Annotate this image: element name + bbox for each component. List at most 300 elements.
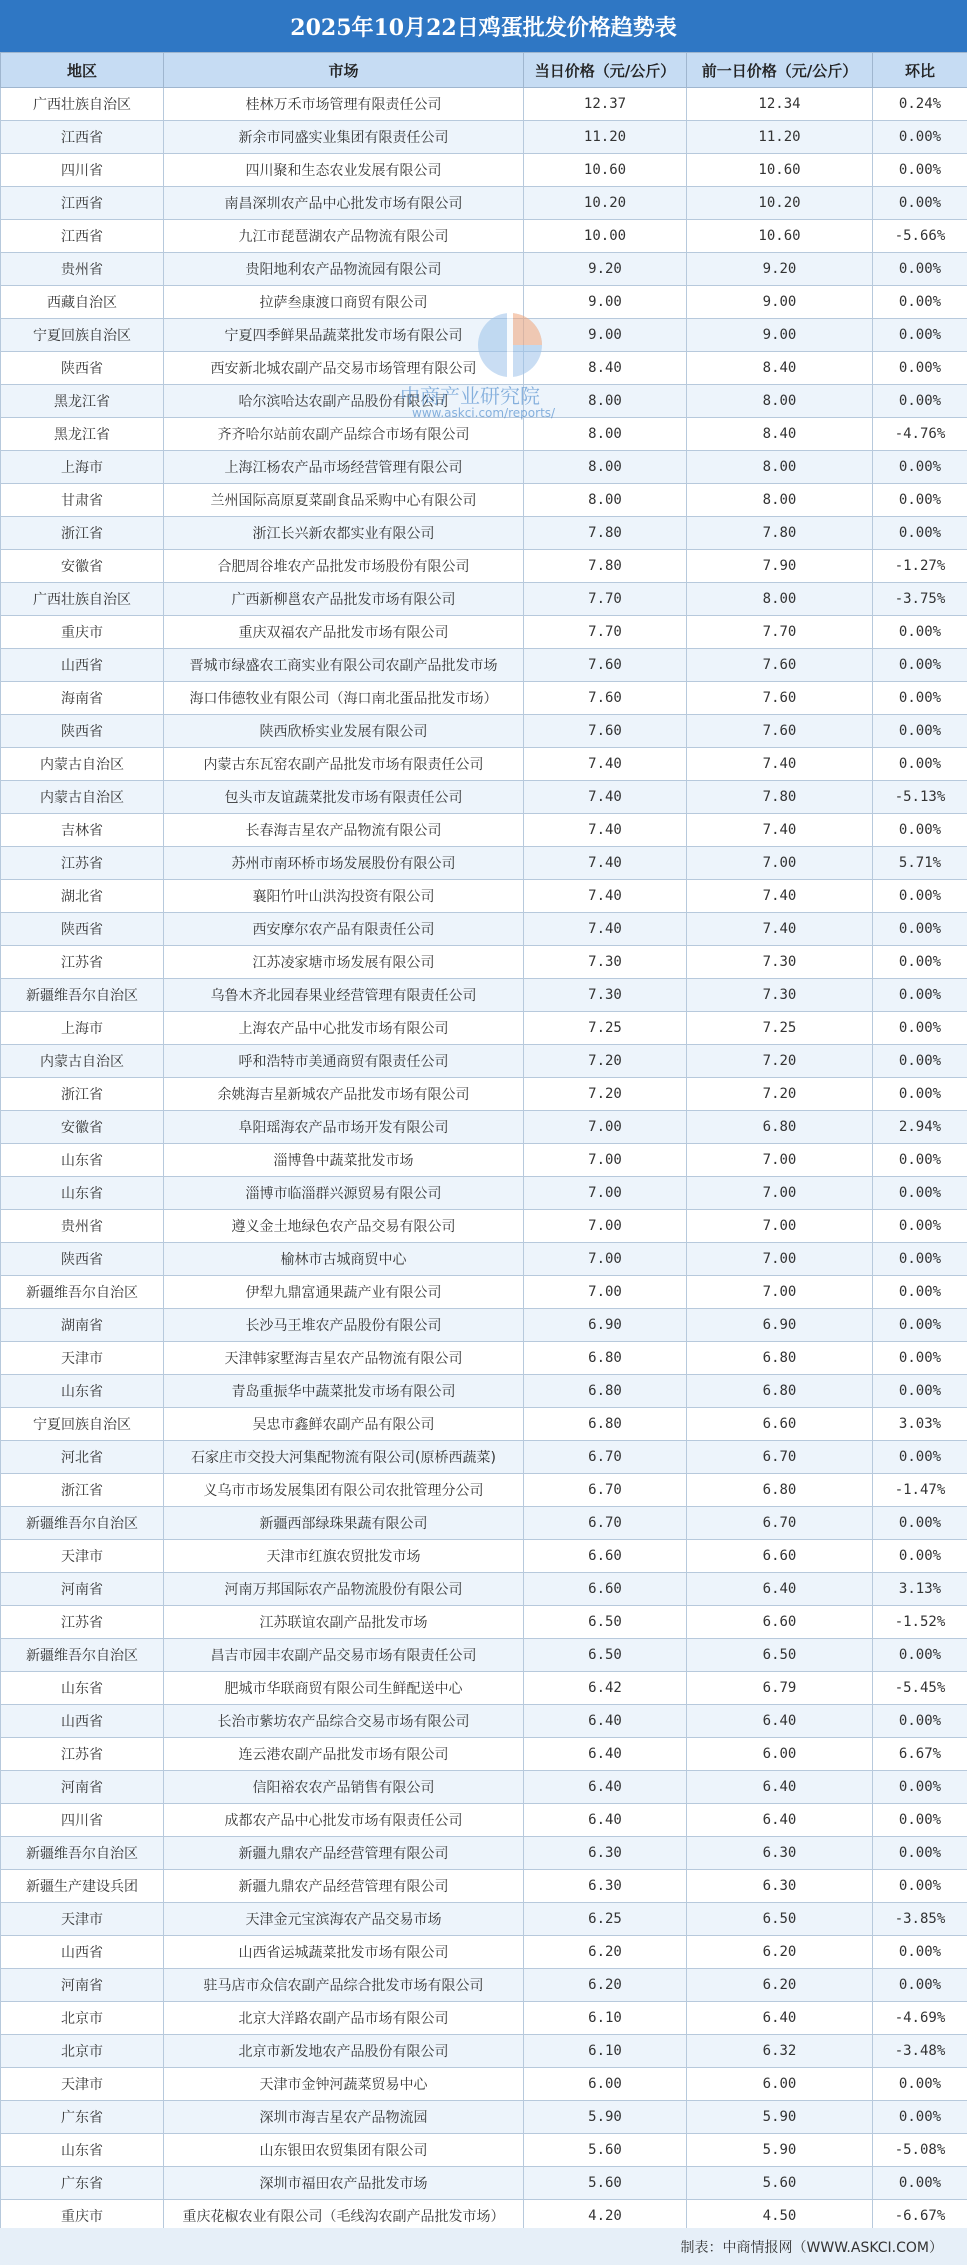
watermark-url: www.askci.com/reports/ — [412, 406, 556, 420]
cell-today-price: 6.40 — [524, 1705, 687, 1738]
cell-today-price: 7.00 — [524, 1177, 687, 1210]
cell-prev-price: 6.50 — [687, 1639, 873, 1672]
cell-today-price: 5.60 — [524, 2167, 687, 2200]
cell-change: 0.00% — [873, 2167, 967, 2200]
cell-today-price: 12.37 — [524, 88, 687, 121]
cell-prev-price: 7.80 — [687, 781, 873, 814]
cell-region: 黑龙江省 — [1, 418, 164, 451]
cell-prev-price: 7.00 — [687, 1144, 873, 1177]
watermark-name: 中商产业研究院 — [400, 384, 540, 408]
cell-market: 呼和浩特市美通商贸有限责任公司 — [164, 1045, 524, 1078]
table-row — [1, 1639, 967, 1672]
cell-today-price: 6.20 — [524, 1969, 687, 2002]
cell-today-price: 8.00 — [524, 451, 687, 484]
cell-today-price: 7.00 — [524, 1243, 687, 1276]
cell-prev-price: 7.90 — [687, 550, 873, 583]
table-row — [1, 1837, 967, 1870]
cell-today-price: 7.70 — [524, 583, 687, 616]
cell-change: 0.00% — [873, 1045, 967, 1078]
cell-prev-price: 12.34 — [687, 88, 873, 121]
cell-prev-price: 6.00 — [687, 1738, 873, 1771]
cell-region: 陕西省 — [1, 352, 164, 385]
cell-today-price: 9.00 — [524, 286, 687, 319]
cell-change: 2.94% — [873, 1111, 967, 1144]
cell-change: 0.24% — [873, 88, 967, 121]
cell-market: 余姚海吉星新城农产品批发市场有限公司 — [164, 1078, 524, 1111]
cell-prev-price: 8.00 — [687, 484, 873, 517]
table-row — [1, 253, 967, 286]
cell-change: 0.00% — [873, 352, 967, 385]
cell-change: 0.00% — [873, 517, 967, 550]
cell-today-price: 7.40 — [524, 847, 687, 880]
cell-today-price: 7.00 — [524, 1144, 687, 1177]
cell-today-price: 7.40 — [524, 913, 687, 946]
cell-market: 西安摩尔农产品有限责任公司 — [164, 913, 524, 946]
cell-market: 山西省运城蔬菜批发市场有限公司 — [164, 1936, 524, 1969]
cell-change: -5.08% — [873, 2134, 967, 2167]
cell-change: 0.00% — [873, 2101, 967, 2134]
cell-market: 肥城市华联商贸有限公司生鲜配送中心 — [164, 1672, 524, 1705]
cell-region: 天津市 — [1, 2068, 164, 2101]
cell-market: 阜阳瑶海农产品市场开发有限公司 — [164, 1111, 524, 1144]
table-row — [1, 1870, 967, 1903]
cell-change: -3.75% — [873, 583, 967, 616]
table-row — [1, 1012, 967, 1045]
cell-region: 西藏自治区 — [1, 286, 164, 319]
cell-today-price: 7.60 — [524, 649, 687, 682]
cell-region: 贵州省 — [1, 253, 164, 286]
table-row — [1, 1243, 967, 1276]
cell-today-price: 7.40 — [524, 814, 687, 847]
cell-prev-price: 7.60 — [687, 715, 873, 748]
cell-region: 山西省 — [1, 1936, 164, 1969]
table-row — [1, 1804, 967, 1837]
cell-region: 山东省 — [1, 1144, 164, 1177]
cell-today-price: 10.20 — [524, 187, 687, 220]
cell-region: 湖北省 — [1, 880, 164, 913]
table-row — [1, 913, 967, 946]
cell-prev-price: 6.50 — [687, 1903, 873, 1936]
cell-prev-price: 6.40 — [687, 1573, 873, 1606]
cell-prev-price: 6.40 — [687, 2002, 873, 2035]
table-row — [1, 2167, 967, 2200]
cell-market: 天津市金钟河蔬菜贸易中心 — [164, 2068, 524, 2101]
cell-market: 北京市新发地农产品股份有限公司 — [164, 2035, 524, 2068]
cell-change: -1.47% — [873, 1474, 967, 1507]
table-row — [1, 748, 967, 781]
cell-today-price: 6.60 — [524, 1540, 687, 1573]
cell-market: 吴忠市鑫鲜农副产品有限公司 — [164, 1408, 524, 1441]
table-row — [1, 1903, 967, 1936]
cell-region: 内蒙古自治区 — [1, 781, 164, 814]
cell-region: 内蒙古自治区 — [1, 1045, 164, 1078]
cell-market: 桂林万禾市场管理有限责任公司 — [164, 88, 524, 121]
cell-prev-price: 11.20 — [687, 121, 873, 154]
table-row — [1, 781, 967, 814]
cell-prev-price: 6.70 — [687, 1507, 873, 1540]
cell-today-price: 9.20 — [524, 253, 687, 286]
cell-region: 北京市 — [1, 2035, 164, 2068]
table-row — [1, 979, 967, 1012]
cell-region: 河南省 — [1, 1771, 164, 1804]
cell-today-price: 6.70 — [524, 1474, 687, 1507]
cell-change: 0.00% — [873, 319, 967, 352]
cell-market: 成都农产品中心批发市场有限责任公司 — [164, 1804, 524, 1837]
cell-market: 昌吉市园丰农副产品交易市场有限责任公司 — [164, 1639, 524, 1672]
cell-region: 天津市 — [1, 1540, 164, 1573]
cell-region: 山西省 — [1, 649, 164, 682]
cell-prev-price: 6.70 — [687, 1441, 873, 1474]
table-row — [1, 1474, 967, 1507]
cell-prev-price: 7.00 — [687, 847, 873, 880]
cell-market: 浙江长兴新农都实业有限公司 — [164, 517, 524, 550]
cell-change: 0.00% — [873, 1243, 967, 1276]
cell-market: 重庆花椒农业有限公司（毛线沟农副产品批发市场） — [164, 2200, 524, 2233]
cell-prev-price: 8.00 — [687, 451, 873, 484]
cell-today-price: 6.30 — [524, 1870, 687, 1903]
cell-region: 贵州省 — [1, 1210, 164, 1243]
header-market: 市场 — [164, 53, 524, 88]
table-row — [1, 517, 967, 550]
cell-market: 乌鲁木齐北园春果业经营管理有限责任公司 — [164, 979, 524, 1012]
cell-today-price: 7.70 — [524, 616, 687, 649]
cell-change: 3.13% — [873, 1573, 967, 1606]
cell-region: 内蒙古自治区 — [1, 748, 164, 781]
cell-region: 宁夏回族自治区 — [1, 1408, 164, 1441]
table-row — [1, 1771, 967, 1804]
cell-region: 甘肃省 — [1, 484, 164, 517]
cell-market: 天津韩家墅海吉星农产品物流有限公司 — [164, 1342, 524, 1375]
cell-today-price: 7.40 — [524, 781, 687, 814]
cell-market: 深圳市福田农产品批发市场 — [164, 2167, 524, 2200]
cell-prev-price: 6.60 — [687, 1606, 873, 1639]
cell-region: 江西省 — [1, 187, 164, 220]
cell-region: 天津市 — [1, 1903, 164, 1936]
cell-region: 四川省 — [1, 1804, 164, 1837]
cell-market: 河南万邦国际农产品物流股份有限公司 — [164, 1573, 524, 1606]
cell-prev-price: 6.40 — [687, 1705, 873, 1738]
cell-prev-price: 6.60 — [687, 1408, 873, 1441]
cell-today-price: 6.42 — [524, 1672, 687, 1705]
table-row — [1, 1573, 967, 1606]
cell-change: 0.00% — [873, 1078, 967, 1111]
cell-market: 广西新柳邕农产品批发市场有限公司 — [164, 583, 524, 616]
cell-change: 6.67% — [873, 1738, 967, 1771]
cell-change: 0.00% — [873, 1012, 967, 1045]
table-row — [1, 1078, 967, 1111]
cell-today-price: 6.50 — [524, 1639, 687, 1672]
cell-region: 安徽省 — [1, 550, 164, 583]
cell-region: 海南省 — [1, 682, 164, 715]
table-row — [1, 847, 967, 880]
cell-today-price: 5.60 — [524, 2134, 687, 2167]
cell-market: 拉萨叁康渡口商贸有限公司 — [164, 286, 524, 319]
cell-change: 0.00% — [873, 1144, 967, 1177]
cell-market: 晋城市绿盛农工商实业有限公司农副产品批发市场 — [164, 649, 524, 682]
cell-prev-price: 8.00 — [687, 583, 873, 616]
cell-today-price: 6.80 — [524, 1408, 687, 1441]
cell-market: 新疆九鼎农产品经营管理有限公司 — [164, 1837, 524, 1870]
cell-change: -5.13% — [873, 781, 967, 814]
cell-market: 驻马店市众信农副产品综合批发市场有限公司 — [164, 1969, 524, 2002]
cell-today-price: 6.10 — [524, 2002, 687, 2035]
cell-market: 南昌深圳农产品中心批发市场有限公司 — [164, 187, 524, 220]
header-change: 环比 — [873, 53, 967, 88]
cell-region: 新疆维吾尔自治区 — [1, 979, 164, 1012]
cell-region: 四川省 — [1, 154, 164, 187]
cell-today-price: 6.30 — [524, 1837, 687, 1870]
cell-today-price: 7.20 — [524, 1045, 687, 1078]
cell-today-price: 7.80 — [524, 517, 687, 550]
cell-today-price: 10.60 — [524, 154, 687, 187]
cell-market: 上海农产品中心批发市场有限公司 — [164, 1012, 524, 1045]
cell-prev-price: 7.30 — [687, 979, 873, 1012]
cell-region: 陕西省 — [1, 913, 164, 946]
cell-today-price: 6.80 — [524, 1342, 687, 1375]
cell-today-price: 6.70 — [524, 1441, 687, 1474]
header-prev-price: 前一日价格（元/公斤） — [687, 53, 873, 88]
cell-region: 陕西省 — [1, 715, 164, 748]
cell-region: 江西省 — [1, 220, 164, 253]
cell-region: 新疆维吾尔自治区 — [1, 1639, 164, 1672]
cell-region: 江苏省 — [1, 1738, 164, 1771]
cell-market: 新疆九鼎农产品经营管理有限公司 — [164, 1870, 524, 1903]
table-row — [1, 418, 967, 451]
cell-change: -1.52% — [873, 1606, 967, 1639]
cell-today-price: 5.90 — [524, 2101, 687, 2134]
cell-prev-price: 4.50 — [687, 2200, 873, 2233]
cell-region: 湖南省 — [1, 1309, 164, 1342]
cell-market: 包头市友谊蔬菜批发市场有限责任公司 — [164, 781, 524, 814]
cell-today-price: 6.60 — [524, 1573, 687, 1606]
table-row — [1, 1738, 967, 1771]
cell-change: 0.00% — [873, 286, 967, 319]
table-row — [1, 1936, 967, 1969]
table-row — [1, 187, 967, 220]
cell-change: 0.00% — [873, 1771, 967, 1804]
table-row — [1, 1705, 967, 1738]
cell-today-price: 10.00 — [524, 220, 687, 253]
table-row — [1, 682, 967, 715]
table-row — [1, 1540, 967, 1573]
cell-market: 青岛重振华中蔬菜批发市场有限公司 — [164, 1375, 524, 1408]
cell-change: -3.48% — [873, 2035, 967, 2068]
cell-market: 连云港农副产品批发市场有限公司 — [164, 1738, 524, 1771]
table-row — [1, 1210, 967, 1243]
cell-market: 哈尔滨哈达农副产品股份有限公司 — [164, 385, 524, 418]
cell-prev-price: 6.80 — [687, 1474, 873, 1507]
cell-region: 山东省 — [1, 1177, 164, 1210]
cell-change: 3.03% — [873, 1408, 967, 1441]
cell-region: 吉林省 — [1, 814, 164, 847]
cell-prev-price: 7.40 — [687, 880, 873, 913]
cell-market: 九江市琵琶湖农产品物流有限公司 — [164, 220, 524, 253]
cell-change: 0.00% — [873, 1342, 967, 1375]
cell-region: 新疆生产建设兵团 — [1, 1870, 164, 1903]
cell-prev-price: 10.60 — [687, 220, 873, 253]
table-row — [1, 1111, 967, 1144]
table-row — [1, 583, 967, 616]
cell-region: 浙江省 — [1, 1474, 164, 1507]
table-header-row — [1, 53, 967, 88]
cell-prev-price: 9.00 — [687, 286, 873, 319]
cell-today-price: 6.40 — [524, 1771, 687, 1804]
cell-prev-price: 7.30 — [687, 946, 873, 979]
cell-change: -5.45% — [873, 1672, 967, 1705]
table-row — [1, 715, 967, 748]
cell-market: 贵阳地利农产品物流园有限公司 — [164, 253, 524, 286]
cell-market: 山东银田农贸集团有限公司 — [164, 2134, 524, 2167]
cell-today-price: 7.30 — [524, 979, 687, 1012]
cell-prev-price: 8.40 — [687, 352, 873, 385]
cell-today-price: 9.00 — [524, 319, 687, 352]
cell-today-price: 6.70 — [524, 1507, 687, 1540]
cell-market: 义乌市市场发展集团有限公司农批管理分公司 — [164, 1474, 524, 1507]
cell-today-price: 6.10 — [524, 2035, 687, 2068]
cell-market: 长治市紫坊农产品综合交易市场有限公司 — [164, 1705, 524, 1738]
cell-market: 江苏凌家塘市场发展有限公司 — [164, 946, 524, 979]
cell-prev-price: 6.80 — [687, 1342, 873, 1375]
cell-change: 0.00% — [873, 913, 967, 946]
table-row — [1, 1177, 967, 1210]
footer-source-text: 制表：中商情报网（WWW.ASKCI.COM） — [680, 2239, 943, 2256]
table-row — [1, 154, 967, 187]
cell-change: 0.00% — [873, 1804, 967, 1837]
cell-prev-price: 9.20 — [687, 253, 873, 286]
cell-change: 0.00% — [873, 979, 967, 1012]
cell-market: 内蒙古东瓦窑农副产品批发市场有限责任公司 — [164, 748, 524, 781]
cell-prev-price: 10.20 — [687, 187, 873, 220]
cell-today-price: 7.00 — [524, 1210, 687, 1243]
cell-today-price: 8.00 — [524, 484, 687, 517]
cell-prev-price: 7.00 — [687, 1210, 873, 1243]
cell-change: 0.00% — [873, 187, 967, 220]
cell-change: 0.00% — [873, 253, 967, 286]
cell-region: 广西壮族自治区 — [1, 583, 164, 616]
cell-prev-price: 6.20 — [687, 1969, 873, 2002]
cell-change: -5.66% — [873, 220, 967, 253]
cell-market: 北京大洋路农副产品市场有限公司 — [164, 2002, 524, 2035]
table-row — [1, 1606, 967, 1639]
cell-market: 合肥周谷堆农产品批发市场股份有限公司 — [164, 550, 524, 583]
cell-change: 0.00% — [873, 154, 967, 187]
cell-region: 黑龙江省 — [1, 385, 164, 418]
cell-prev-price: 7.25 — [687, 1012, 873, 1045]
table-row — [1, 2134, 967, 2167]
cell-region: 陕西省 — [1, 1243, 164, 1276]
cell-change: 0.00% — [873, 880, 967, 913]
table-row — [1, 319, 967, 352]
cell-prev-price: 7.60 — [687, 649, 873, 682]
cell-prev-price: 6.30 — [687, 1837, 873, 1870]
cell-change: 0.00% — [873, 1969, 967, 2002]
cell-prev-price: 6.40 — [687, 1804, 873, 1837]
cell-change: 0.00% — [873, 715, 967, 748]
table-row — [1, 1309, 967, 1342]
cell-today-price: 7.25 — [524, 1012, 687, 1045]
cell-change: -1.27% — [873, 550, 967, 583]
table-row — [1, 88, 967, 121]
cell-region: 天津市 — [1, 1342, 164, 1375]
cell-region: 山西省 — [1, 1705, 164, 1738]
cell-change: 0.00% — [873, 385, 967, 418]
cell-region: 北京市 — [1, 2002, 164, 2035]
cell-change: -3.85% — [873, 1903, 967, 1936]
cell-market: 长沙马王堆农产品股份有限公司 — [164, 1309, 524, 1342]
cell-region: 河北省 — [1, 1441, 164, 1474]
cell-prev-price: 6.80 — [687, 1111, 873, 1144]
cell-market: 伊犁九鼎富通果蔬产业有限公司 — [164, 1276, 524, 1309]
cell-market: 石家庄市交投大河集配物流有限公司(原桥西蔬菜) — [164, 1441, 524, 1474]
cell-today-price: 6.40 — [524, 1804, 687, 1837]
cell-today-price: 6.00 — [524, 2068, 687, 2101]
cell-change: 0.00% — [873, 1540, 967, 1573]
cell-prev-price: 6.90 — [687, 1309, 873, 1342]
cell-market: 四川聚和生态农业发展有限公司 — [164, 154, 524, 187]
cell-today-price: 11.20 — [524, 121, 687, 154]
cell-today-price: 7.80 — [524, 550, 687, 583]
table-row — [1, 814, 967, 847]
table-row — [1, 1507, 967, 1540]
table-row — [1, 220, 967, 253]
cell-region: 宁夏回族自治区 — [1, 319, 164, 352]
cell-change: 0.00% — [873, 649, 967, 682]
cell-change: 0.00% — [873, 814, 967, 847]
cell-market: 陕西欣桥实业发展有限公司 — [164, 715, 524, 748]
cell-today-price: 6.80 — [524, 1375, 687, 1408]
cell-prev-price: 6.80 — [687, 1375, 873, 1408]
cell-market: 长春海吉星农产品物流有限公司 — [164, 814, 524, 847]
cell-region: 新疆维吾尔自治区 — [1, 1837, 164, 1870]
cell-prev-price: 8.40 — [687, 418, 873, 451]
cell-prev-price: 6.40 — [687, 1771, 873, 1804]
cell-region: 江苏省 — [1, 946, 164, 979]
cell-change: 0.00% — [873, 1375, 967, 1408]
cell-today-price: 7.20 — [524, 1078, 687, 1111]
table-row — [1, 484, 967, 517]
cell-region: 浙江省 — [1, 1078, 164, 1111]
table-row — [1, 1045, 967, 1078]
cell-change: 0.00% — [873, 2068, 967, 2101]
cell-region: 上海市 — [1, 451, 164, 484]
cell-change: 0.00% — [873, 946, 967, 979]
cell-market: 遵义金土地绿色农产品交易有限公司 — [164, 1210, 524, 1243]
cell-market: 海口伟德牧业有限公司（海口南北蛋品批发市场） — [164, 682, 524, 715]
cell-market: 宁夏四季鲜果品蔬菜批发市场有限公司 — [164, 319, 524, 352]
cell-region: 重庆市 — [1, 616, 164, 649]
cell-prev-price: 7.00 — [687, 1177, 873, 1210]
table-row — [1, 286, 967, 319]
table-row — [1, 1342, 967, 1375]
cell-today-price: 6.20 — [524, 1936, 687, 1969]
cell-change: 0.00% — [873, 1210, 967, 1243]
cell-change: 0.00% — [873, 748, 967, 781]
cell-today-price: 6.40 — [524, 1738, 687, 1771]
table-row — [1, 385, 967, 418]
cell-change: 5.71% — [873, 847, 967, 880]
table-row — [1, 1144, 967, 1177]
cell-market: 淄博市临淄群兴源贸易有限公司 — [164, 1177, 524, 1210]
cell-market: 重庆双福农产品批发市场有限公司 — [164, 616, 524, 649]
cell-prev-price: 7.80 — [687, 517, 873, 550]
cell-prev-price: 6.30 — [687, 1870, 873, 1903]
cell-region: 江苏省 — [1, 847, 164, 880]
cell-region: 重庆市 — [1, 2200, 164, 2233]
cell-prev-price: 7.40 — [687, 814, 873, 847]
cell-prev-price: 7.20 — [687, 1078, 873, 1111]
cell-market: 苏州市南环桥市场发展股份有限公司 — [164, 847, 524, 880]
cell-change: 0.00% — [873, 1705, 967, 1738]
